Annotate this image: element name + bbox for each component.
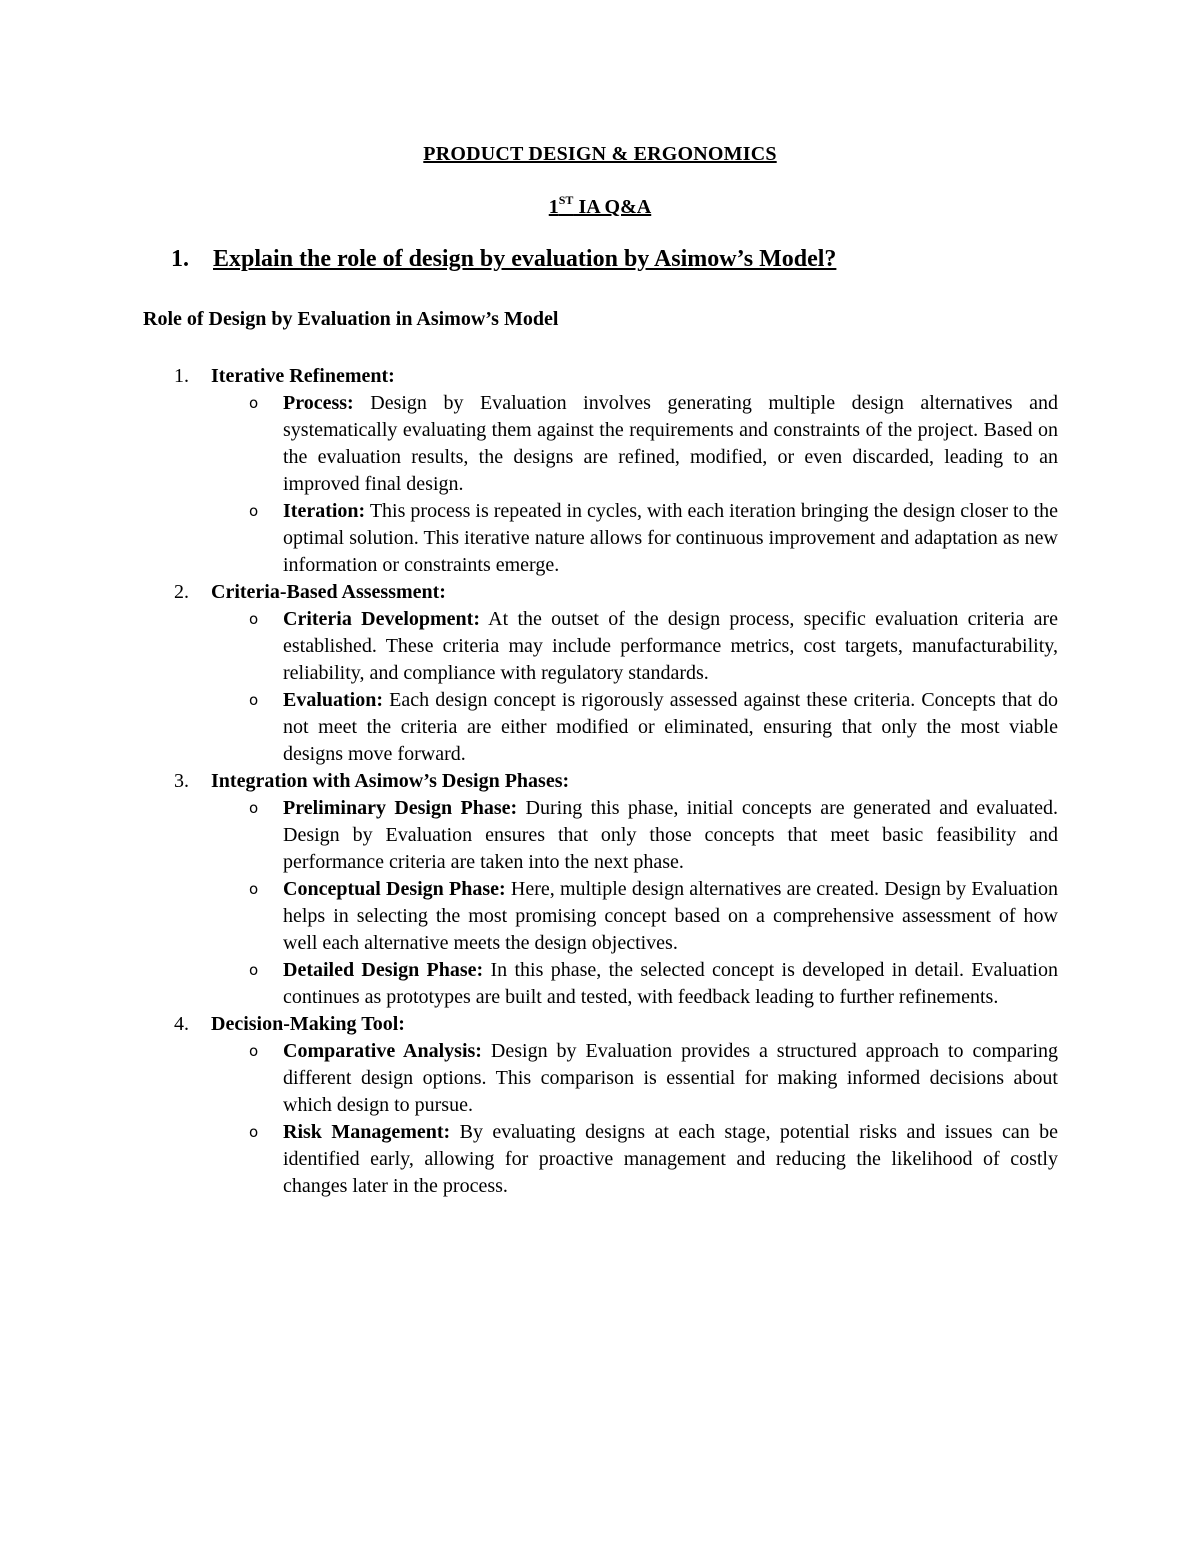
- exam-superscript: ST: [558, 193, 574, 207]
- bullet-icon: o: [249, 691, 259, 709]
- list-item-number: 2.: [174, 581, 189, 603]
- list-item-number: 4.: [174, 1013, 189, 1035]
- sub-list-item: [249, 390, 1058, 498]
- course-title: PRODUCT DESIGN & ERGONOMICS: [423, 143, 777, 165]
- sub-item-label: Evaluation:: [283, 689, 384, 711]
- list-item-number: 3.: [174, 770, 189, 792]
- sub-list-item: [249, 795, 1058, 876]
- bullet-icon: o: [249, 610, 259, 628]
- sub-item-text: During this phase, initial concepts are generated and evaluated. Design by Evaluation ensures that only those concepts that meet basic feasibility and performance criteria are taken into the next phase.: [283, 797, 1058, 873]
- question-heading: [171, 246, 836, 273]
- sub-item-label: Preliminary Design Phase:: [283, 797, 518, 819]
- list-item-title: Criteria-Based Assessment:: [211, 581, 446, 603]
- bullet-icon: o: [249, 502, 259, 520]
- sub-item-label: Risk Management:: [283, 1121, 451, 1143]
- sub-item-label: Iteration:: [283, 500, 366, 522]
- exam-title-rest: IA Q&A: [573, 196, 652, 218]
- sub-list-item: [249, 957, 1058, 1011]
- list-item: [0, 363, 1200, 390]
- bullet-icon: o: [249, 394, 259, 412]
- bullet-icon: o: [249, 799, 259, 817]
- sub-item-text: This process is repeated in cycles, with each iteration bringing the design closer to the optimal solution. This iterative nature allows for continuous improvement and adaptation as new information or constraints emerge.: [283, 500, 1058, 576]
- numbered-list: [0, 363, 1200, 1200]
- sub-list-item: [249, 876, 1058, 957]
- sub-list-item: [249, 498, 1058, 579]
- list-item-title: Integration with Asimow’s Design Phases:: [211, 770, 570, 792]
- sub-item-text: In this phase, the selected concept is developed in detail. Evaluation continues as prototypes are built and tested, with feedback leading to further refinements.: [283, 959, 1058, 1008]
- sub-item-text: Each design concept is rigorously assessed against these criteria. Concepts that do not meet the criteria are either modified or eliminated, ensuring that only the most viable designs move forward.: [283, 689, 1058, 765]
- sub-item-text: By evaluating designs at each stage, potential risks and issues can be identified early, allowing for proactive management and reducing the likelihood of costly changes later in the process.: [283, 1121, 1059, 1197]
- bullet-icon: o: [249, 880, 259, 898]
- bullet-icon: o: [249, 961, 259, 979]
- sub-list-item: [249, 1119, 1059, 1200]
- sub-list-item: [249, 687, 1058, 768]
- section-heading: Role of Design by Evaluation in Asimow’s Model: [143, 308, 559, 330]
- sub-item-label: Criteria Development:: [283, 608, 480, 630]
- sub-item-text: At the outset of the design process, specific evaluation criteria are established. These criteria may include performance metrics, cost targets, manufacturability, reliability, and compliance with regulatory standards.: [283, 608, 1058, 684]
- exam-number: 1: [548, 196, 559, 218]
- sub-item-label: Comparative Analysis:: [283, 1040, 482, 1062]
- list-item-number: 1.: [174, 365, 189, 387]
- question-text: Explain the role of design by evaluation by Asimow’s Model?: [213, 246, 837, 272]
- sub-item-label: Process:: [283, 392, 354, 414]
- list-item-title: Iterative Refinement:: [211, 365, 395, 387]
- question-number: 1.: [171, 246, 189, 272]
- sub-item-text: Here, multiple design alternatives are created. Design by Evaluation helps in selecting the most promising concept based on a comprehensive assessment of how well each alternative meets the design objectives.: [283, 878, 1058, 954]
- list-item: [0, 768, 1200, 795]
- sub-item-text: Design by Evaluation provides a structured approach to comparing different design options. This comparison is essential for making informed decisions about which design to pursue.: [283, 1040, 1059, 1116]
- list-item: [0, 579, 1200, 606]
- sub-item-label: Conceptual Design Phase:: [283, 878, 506, 900]
- sub-list-item: [249, 606, 1058, 687]
- sub-item-text: Design by Evaluation involves generating multiple design alternatives and systematically evaluating them against the requirements and constraints of the project. Based on the evaluation results, the designs are refined, modified, or even discarded, leading to an improved final design.: [283, 392, 1058, 495]
- list-item-title: Decision-Making Tool:: [211, 1013, 405, 1035]
- bullet-icon: o: [249, 1042, 259, 1060]
- bullet-icon: o: [249, 1123, 259, 1141]
- sub-item-label: Detailed Design Phase:: [283, 959, 484, 981]
- list-item: [0, 1011, 1200, 1038]
- sub-list-item: [249, 1038, 1059, 1119]
- exam-title: [0, 193, 1200, 219]
